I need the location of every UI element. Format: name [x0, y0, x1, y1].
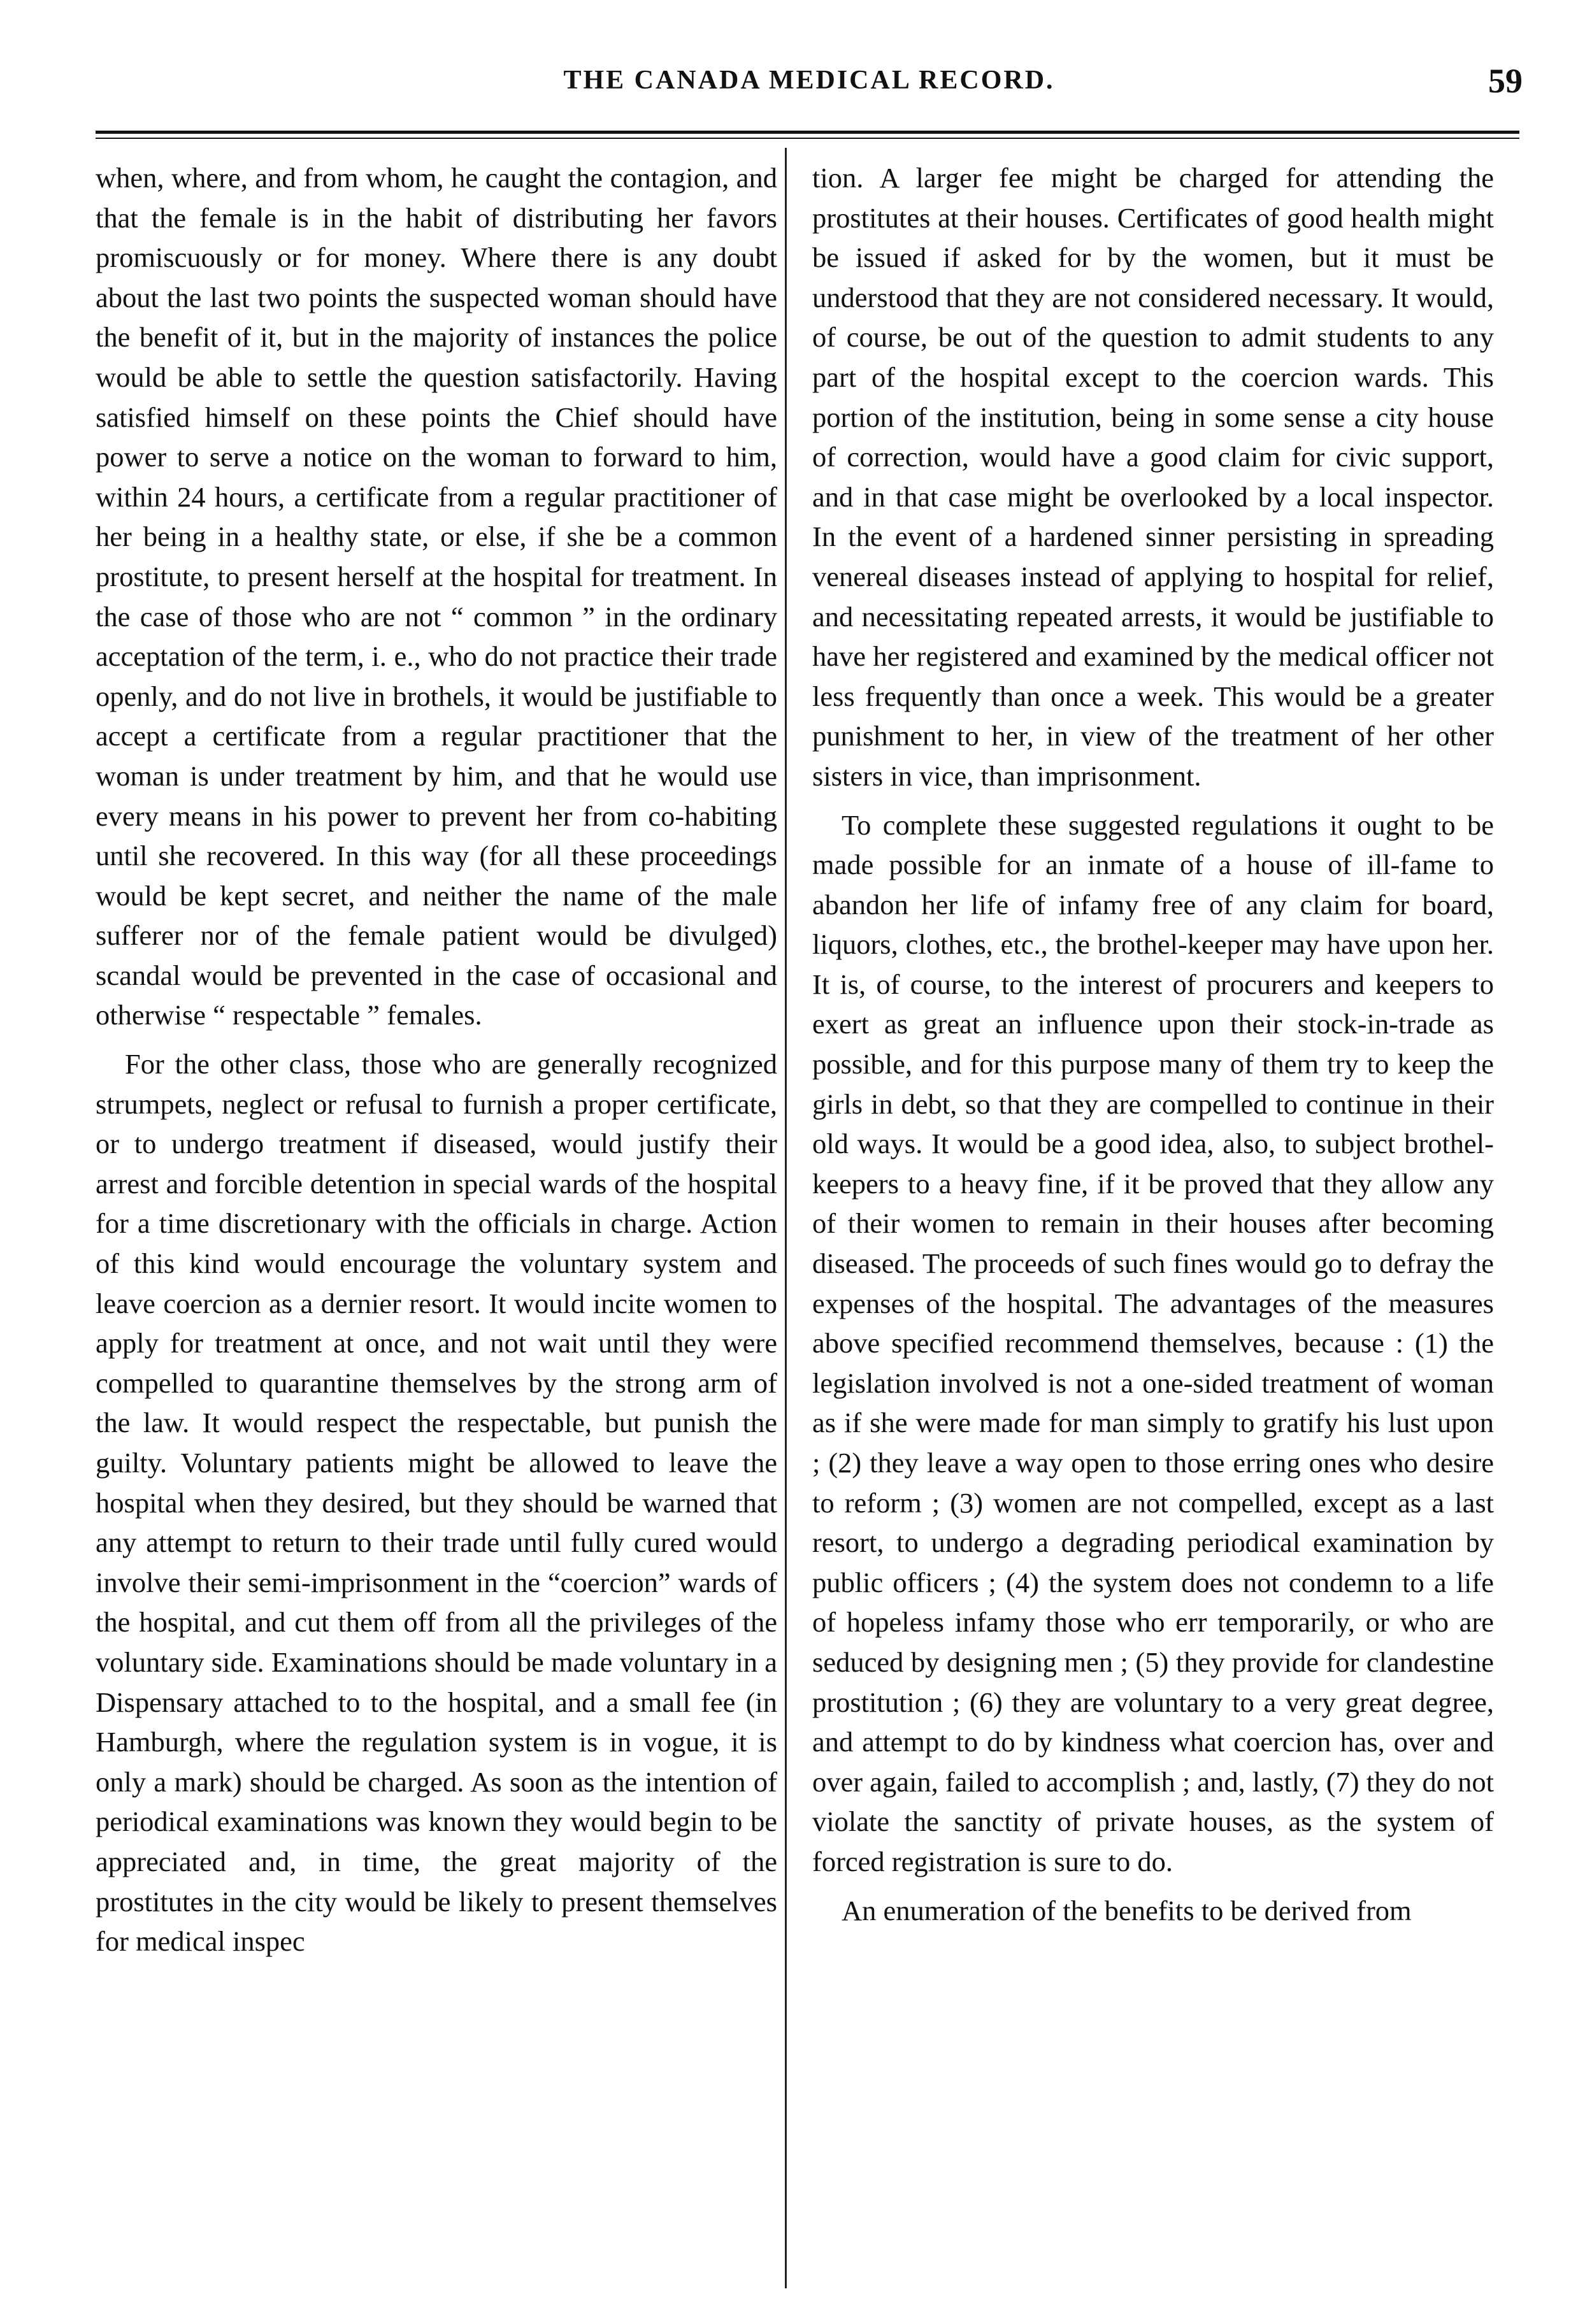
right-paragraph-2: To complete these suggested regulations it ought to be made possible for an inmate of a house of ill-fame to abandon her life of infamy free of any claim for board, liquors, clothes, etc., the brothel-keeper may have upon her. It is, of course, to the interest of procurers and keepers to exert as great an influence upon their stock-in-trade as possible, and for this purpose many of them try to keep the girls in debt, so that they are compelled to continue in their old ways. It would be a good idea, also, to subject brothel-keepers to a heavy fine, if it be proved that they allow any of their women to remain in their houses after becoming diseased. The proceeds of such fines would go to defray the expenses of the hospital. The advantages of the measures above specified recommend themselves, because : (1) the legislation involved is not a one-sided treatment of woman as if she were made for man simply to gratify his lust upon ; (2) they leave a way open to those erring ones who desire to reform ; (3) women are not compelled, except as a last resort, to undergo a degrading periodical examination by public officers ; (4) the system does not condemn to a life of hopeless infamy those who err temporarily, or who are seduced by designing men ; (5) they provide for clandestine prostitution ; (6) they are voluntary to a very great degree, and attempt to do by kindness what coercion has, over and over again, failed to accomplish ; and, lastly, (7) they do not violate the sanctity of private houses, as the system of forced registration is sure to do.: [812, 808, 1494, 1877]
right-column: [812, 158, 1494, 2299]
header-rule-thin: [96, 138, 1519, 139]
header-rule-thick: [96, 131, 1519, 134]
column-divider: [785, 148, 787, 2288]
left-paragraph-1: when, where, and from whom, he caught the contagion, and that the female is in the habit of distributing her favors promiscuously or for money. Where there is any doubt about the last two points the suspected woman should have the benefit of it, but in the majority of instances the police would be able to settle the question satisfactorily. Having satisfied himself on these points the Chief should have power to serve a notice on the woman to forward to him, within 24 hours, a certificate from a regular practitioner of her being in a healthy state, or else, if she be a common prostitute, to present herself at the hospital for treatment. In the case of those who are not “ common ” in the ordinary acceptation of the term, i. e., who do not practice their trade openly, and do not live in brothels, it would be justifiable to accept a certificate from a regular practitioner that the woman is under treatment by him, and that he would use every means in his power to prevent her from co-habiting until she recovered. In this way (for all these proceedings would be kept secret, and neither the name of the male sufferer nor of the female patient would be divulged) scandal would be prevented in the case of occasional and otherwise “ respectable ” females.: [96, 162, 777, 1031]
right-paragraph-1: tion. A larger fee might be charged for attending the prostitutes at their houses. Certificates of good health might be issued if asked for by the women, but it must be understood that they are not considered necessary. It would, of course, be out of the question to admit students to any part of the hospital except to the coercion wards. This portion of the institution, being in some sense a city house of correction, would have a good claim for civic support, and in that case might be overlooked by a local inspector. In the event of a hardened sinner persisting in spreading venereal diseases instead of applying to hospital for relief, and necessitating repeated arrests, it would be justifiable to have her registered and examined by the medical officer not less frequently than once a week. This would be a greater punishment to her, in view of the treatment of her other sisters in vice, than imprisonment.: [812, 162, 1494, 792]
page-number: 59: [1488, 62, 1523, 100]
running-title: THE CANADA MEDICAL RECORD.: [563, 66, 1055, 95]
running-header: [96, 61, 1523, 112]
right-paragraph-3: An enumeration of the benefits to be derived from: [842, 1894, 1412, 1926]
left-column: [96, 158, 777, 2299]
left-paragraph-2: For the other class, those who are generally recognized strumpets, neglect or refusal to furnish a proper certificate, or to undergo treatment if diseased, would justify their arrest and forcible detention in special wards of the hospital for a time discretionary with the officials in charge. Action of this kind would encourage the voluntary system and leave coercion as a dernier resort. It would incite women to apply for treatment at once, and not wait until they were compelled to quarantine themselves by the strong arm of the law. It would respect the respectable, but punish the guilty. Voluntary patients might be allowed to leave the hospital when they desired, but they should be warned that any attempt to return to their trade until fully cured would involve their semi-imprisonment in the “coercion” wards of the hospital, and cut them off from all the privileges of the voluntary side. Examinations should be made voluntary in a Dispensary attached to to the hospital, and a small fee (in Hamburgh, where the regulation system is in vogue, it is only a mark) should be charged. As soon as the intention of periodical examinations was known they would begin to be appreciated and, in time, the great majority of the prostitutes in the city would be likely to present themselves for medical inspec: [96, 1048, 777, 1958]
